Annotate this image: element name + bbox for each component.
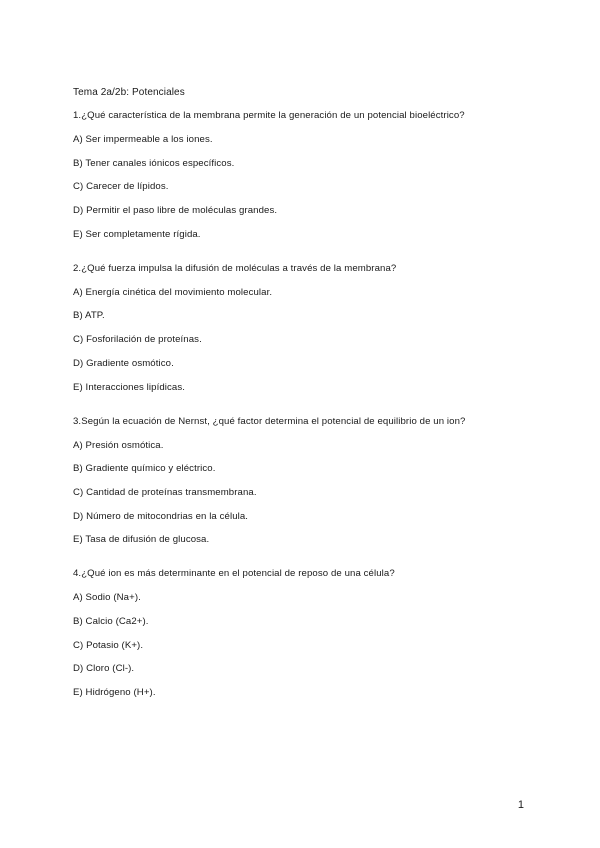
option-c: C) Potasio (K+). [73,639,144,651]
option-c: C) Cantidad de proteínas transmembrana. [73,486,257,498]
question-4 [73,567,543,700]
option-b: B) Calcio (Ca2+). [73,615,149,627]
option-b: B) ATP. [73,310,105,322]
question-text: 2.¿Qué fuerza impulsa la difusión de moléculas a través de la membrana? [73,262,397,274]
option-b: B) Gradiente químico y eléctrico. [73,463,216,475]
question-3 [73,415,543,548]
option-e: E) Ser completamente rígida. [73,228,201,240]
option-c: C) Fosforilación de proteínas. [73,334,202,346]
option-e: E) Interacciones lipídicas. [73,381,186,393]
option-c: C) Carecer de lípidos. [73,181,169,193]
option-d: D) Permitir el paso libre de moléculas grandes. [73,205,278,217]
option-a: A) Sodio (Na+). [73,592,141,604]
page-number: 1 [517,799,524,811]
option-a: A) Energía cinética del movimiento molecular. [73,286,273,298]
question-text: 4.¿Qué ion es más determinante en el potencial de reposo de una célula? [73,568,395,580]
question-text: 1.¿Qué característica de la membrana permite la generación de un potencial bioeléctrico? [73,110,465,121]
option-e: E) Tasa de difusión de glucosa. [73,534,210,546]
option-e: E) Hidrógeno (H+). [73,687,156,698]
document-title: Tema 2a/2b: Potenciales [73,87,185,98]
option-b: B) Tener canales iónicos específicos. [73,157,235,169]
document-content [73,86,543,710]
option-d: D) Cloro (Cl-). [73,663,135,675]
question-2 [73,262,543,395]
option-d: D) Gradiente osmótico. [73,357,174,369]
option-a: A) Presión osmótica. [73,439,164,451]
option-a: A) Ser impermeable a los iones. [73,134,213,145]
option-d: D) Número de mitocondrias en la célula. [73,510,249,522]
question-text: 3.Según la ecuación de Nernst, ¿qué factor determina el potencial de equilibrio de un ion? [73,415,466,427]
question-1 [73,109,543,242]
